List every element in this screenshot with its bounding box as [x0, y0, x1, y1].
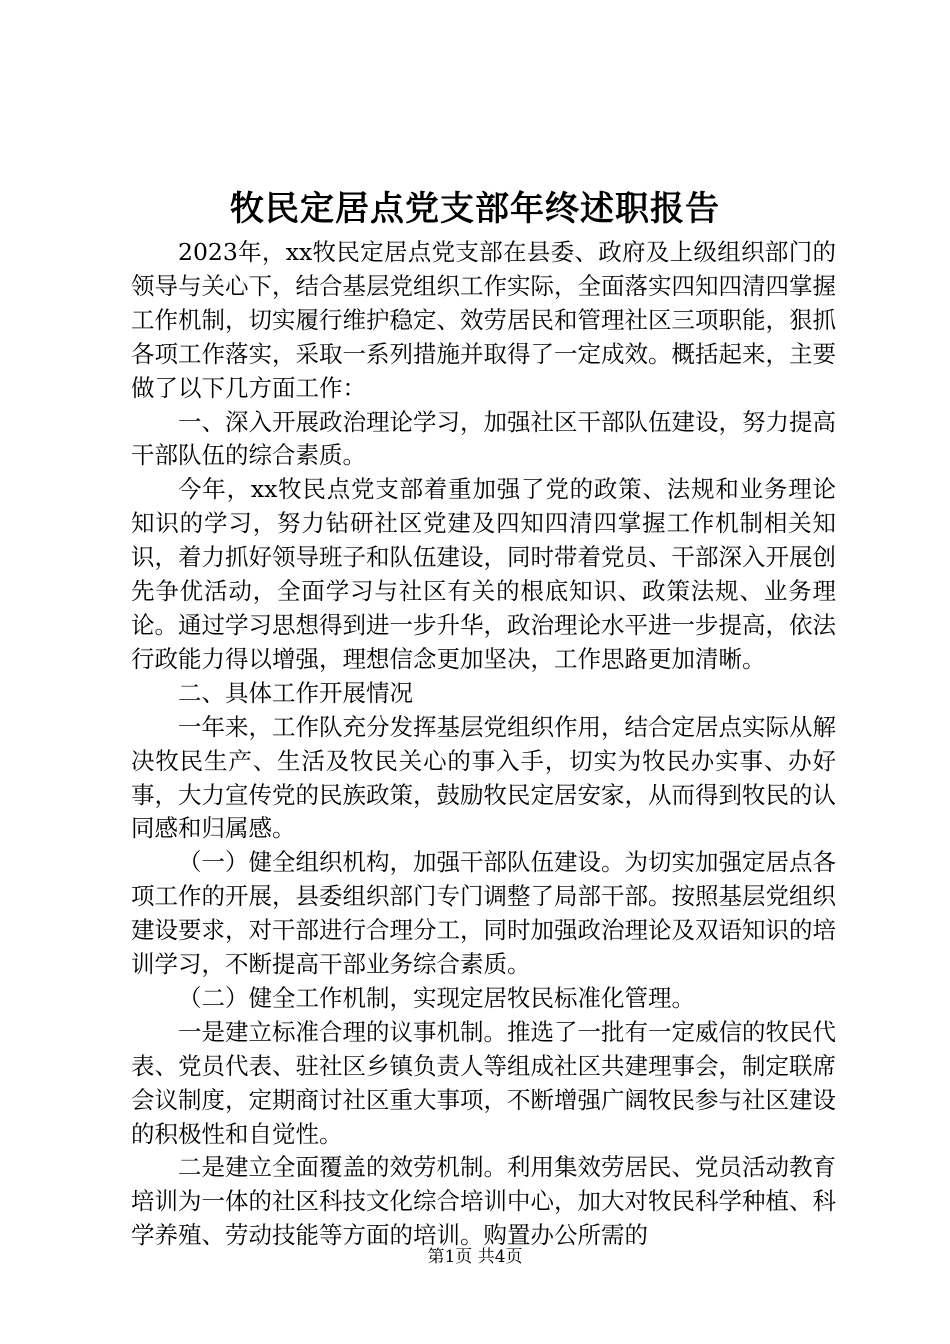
document-title: 牧民定居点党支部年终述职报告: [230, 189, 720, 229]
page-number-footer: 第1页 共4页: [427, 1247, 523, 1267]
paragraph: （一）健全组织机构，加强干部队伍建设。为切实加强定居点各项工作的开展，县委组织部门专门调整了局部干部。按照基层党组织建设要求，对干部进行合理分工，同时加强政治理论及双语知识的培训学习，不断提高干部业务综合素质。: [131, 848, 836, 979]
section-heading: 二、具体工作开展情况: [178, 678, 413, 707]
subsection-heading: （二）健全工作机制，实现定居牧民标准化管理。: [178, 983, 695, 1012]
paragraph: 今年，xx牧民点党支部着重加强了党的政策、法规和业务理论知识的学习，努力钻研社区党建及四知四清四掌握工作机制相关知识，着力抓好领导班子和队伍建设，同时带着党员、干部深入开展创先争优活动，全面学习与社区有关的根底知识、政策法规、业务理论。通过学习思想得到进一步升华，政治理论水平进一步提高，依法行政能力得以增强，理想信念更加坚决，工作思路更加清晰。: [131, 475, 836, 673]
paragraph: 2023年，xx牧民定居点党支部在县委、政府及上级组织部门的领导与关心下，结合基层党组织工作实际，全面落实四知四清四掌握工作机制，切实履行维护稳定、效劳居民和管理社区三项职能，狠抓各项工作落实，采取一系列措施并取得了一定成效。概括起来，主要做了以下几方面工作：: [131, 238, 836, 402]
paragraph: 一是建立标准合理的议事机制。推选了一批有一定威信的牧民代表、党员代表、驻社区乡镇负责人等组成社区共建理事会，制定联席会议制度，定期商讨社区重大事项，不断增强广阔牧民参与社区建设的积极性和自觉性。: [131, 1017, 836, 1148]
paragraph: 二是建立全面覆盖的效劳机制。利用集效劳居民、党员活动教育培训为一体的社区科技文化综合培训中心，加大对牧民科学种植、科学养殖、劳动技能等方面的培训。购置办公所需的: [131, 1153, 836, 1250]
section-heading: 一、深入开展政治理论学习，加强社区干部队伍建设，努力提高干部队伍的综合素质。: [131, 407, 836, 470]
paragraph: 一年来，工作队充分发挥基层党组织作用，结合定居点实际从解决牧民生产、生活及牧民关心的事入手，切实为牧民办实事、办好事，大力宣传党的民族政策，鼓励牧民定居安家，从而得到牧民的认同感和归属感。: [131, 712, 836, 843]
document-body: [131, 236, 836, 1253]
